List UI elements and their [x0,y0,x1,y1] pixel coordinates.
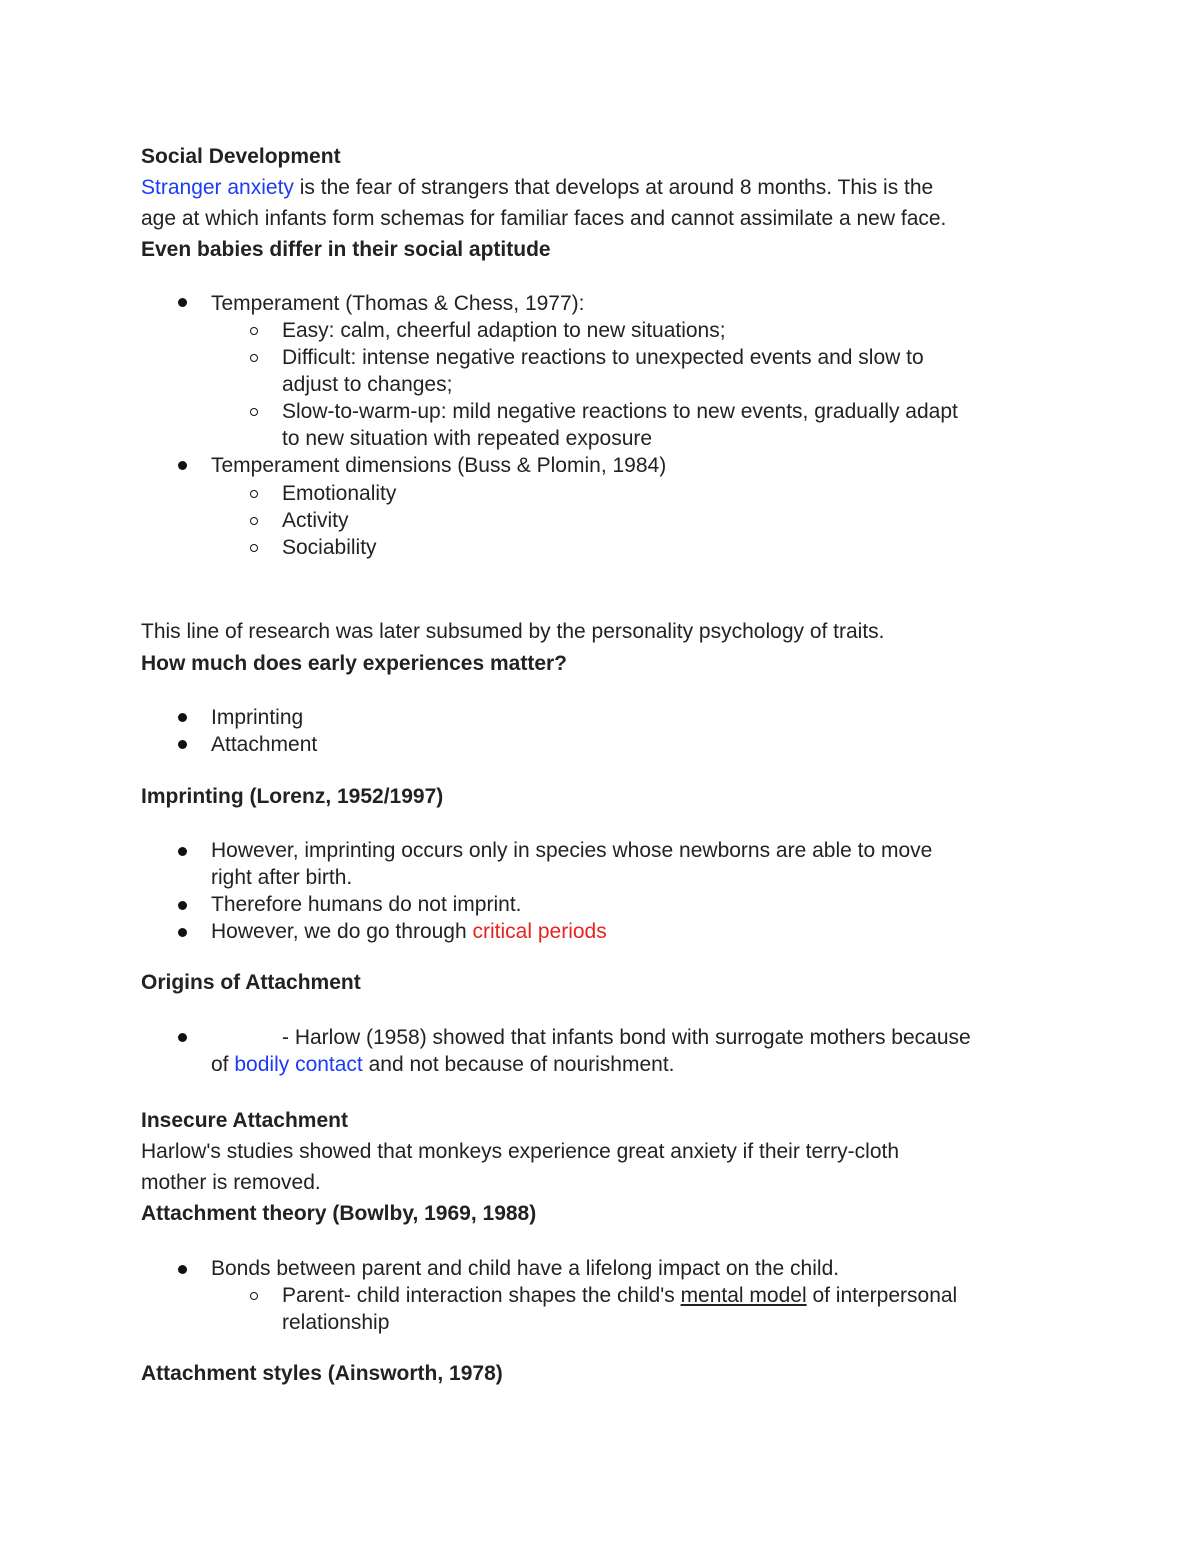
temperament-label: Temperament (Thomas & Chess, 1977): [211,292,585,315]
hollow-bullet-icon [250,517,258,525]
origins-line2 [211,1054,675,1075]
hollow-bullet-icon [250,327,258,335]
heading-attachment-theory: Attachment theory (Bowlby, 1969, 1988) [141,1202,537,1225]
heading-attachment-styles: Attachment styles (Ainsworth, 1978) [141,1362,503,1385]
imprinting-item3 [211,921,607,942]
temperament-difficult-line1: Difficult: intense negative reactions to unexpected events and slow to [282,346,924,369]
imprinting-item1-line1: However, imprinting occurs only in species whose newborns are able to move [211,839,933,862]
paragraph-stranger-anxiety-line2: age at which infants form schemas for familiar faces and cannot assimilate a new face. [141,207,947,230]
attachment-theory-bullet: Bonds between parent and child have a lifelong impact on the child. [211,1257,840,1280]
insecure-line1: Harlow's studies showed that monkeys experience great anxiety if their terry-cloth [141,1140,900,1163]
bullet-dot-icon [178,713,187,722]
imprinting-item2: Therefore humans do not imprint. [211,893,522,916]
bullet-dot-icon [178,1033,187,1042]
temperament-slow-line2: to new situation with repeated exposure [282,427,653,450]
heading-imprinting: Imprinting (Lorenz, 1952/1997) [141,785,444,808]
dimension-item: Emotionality [282,482,397,505]
paragraph-stranger-anxiety-line1 [141,177,933,198]
temperament-difficult-line2: adjust to changes; [282,373,453,396]
origins-line1: - Harlow (1958) showed that infants bond with surrogate mothers because [282,1026,971,1049]
bodily-contact-term: bodily contact [234,1053,363,1076]
bullet-dot-icon [178,1265,187,1274]
bullet-dot-icon [178,847,187,856]
insecure-line2: mother is removed. [141,1171,321,1194]
dimensions-label: Temperament dimensions (Buss & Plomin, 1984) [211,454,667,477]
mental-model-term: mental model [680,1284,807,1307]
heading-social-development: Social Development [141,145,341,168]
heading-early-experiences: How much does early experiences matter? [141,652,567,675]
attachment-theory-sub-line1 [282,1285,957,1306]
imprinting-item1-line2: right after birth. [211,866,353,889]
early-item: Attachment [211,733,318,756]
bullet-dot-icon [178,901,187,910]
dimension-item: Sociability [282,536,377,559]
attachment-theory-sub-suffix: of interpersonal [806,1284,958,1307]
stranger-anxiety-term: Stranger anxiety [141,176,294,199]
bullet-dot-icon [178,740,187,749]
heading-origins: Origins of Attachment [141,971,361,994]
temperament-easy: Easy: calm, cheerful adaption to new situations; [282,319,726,342]
attachment-theory-sub-prefix: Parent- child interaction shapes the child's [282,1284,681,1307]
temperament-slow-line1: Slow-to-warm-up: mild negative reactions to new events, gradually adapt [282,400,958,423]
heading-babies-differ: Even babies differ in their social aptitude [141,238,551,261]
attachment-theory-sub-line2: relationship [282,1311,390,1334]
research-line: This line of research was later subsumed by the personality psychology of traits. [141,620,885,643]
critical-periods-term: critical periods [472,920,607,943]
bullet-dot-icon [178,928,187,937]
hollow-bullet-icon [250,354,258,362]
hollow-bullet-icon [250,490,258,498]
origins-line2-suffix: and not because of nourishment. [362,1053,675,1076]
early-item: Imprinting [211,706,304,729]
bullet-dot-icon [178,298,187,307]
stranger-anxiety-text: is the fear of strangers that develops at around 8 months. This is the [293,176,934,199]
imprinting-item3-text: However, we do go through [211,920,473,943]
hollow-bullet-icon [250,1292,258,1300]
hollow-bullet-icon [250,408,258,416]
origins-line2-prefix: of [211,1053,235,1076]
hollow-bullet-icon [250,544,258,552]
heading-insecure-attachment: Insecure Attachment [141,1109,348,1132]
dimension-item: Activity [282,509,349,532]
bullet-dot-icon [178,461,187,470]
